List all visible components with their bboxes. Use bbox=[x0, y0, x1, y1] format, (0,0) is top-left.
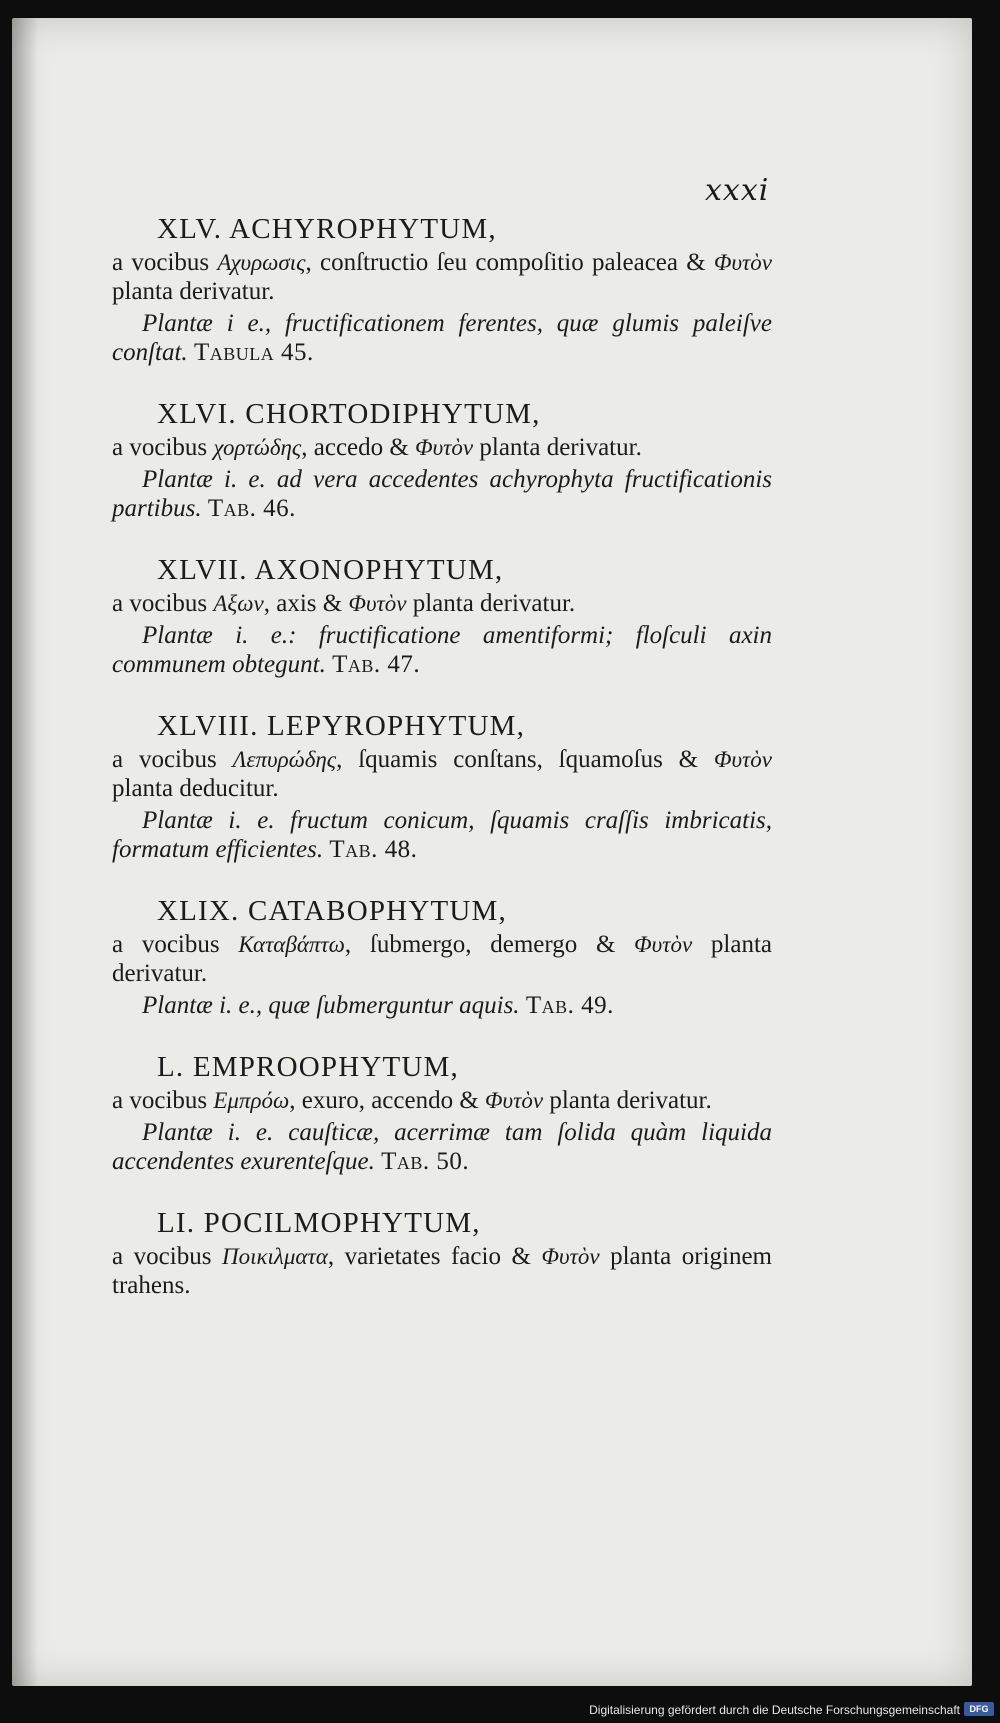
plate-reference: Tab. 46. bbox=[207, 495, 296, 522]
dfg-logo-icon: DFG bbox=[964, 1702, 994, 1716]
entry-etymology: a vocibus Αχυρωσις, conſtructio ſeu compoſitio paleacea & Φυτὸν planta derivatur. bbox=[112, 249, 772, 305]
entry-heading: XLVII. AXONOPHYTUM, bbox=[157, 554, 504, 586]
entry-description: Plantæ i. e. cauſticæ, acerrimæ tam ſolida quàm liquida accendentes exurenteſque. Tab. 50. bbox=[112, 1119, 772, 1175]
entry-description: Plantæ i. e., quæ ſubmerguntur aquis. Tab. 49. bbox=[142, 992, 614, 1019]
entry-etymology: a vocibus Εμπρόω, exuro, accendo & Φυτὸν planta derivatur. bbox=[112, 1087, 712, 1114]
greek-word: Ποικιλματα bbox=[222, 1244, 328, 1269]
entry bbox=[112, 397, 772, 523]
greek-word: Λεπυρώδης bbox=[232, 747, 337, 772]
greek-word: Φυτὸν bbox=[634, 932, 693, 957]
plate-reference: Tabula 45. bbox=[193, 339, 314, 366]
greek-word: Αχυρωσις bbox=[217, 250, 306, 275]
footer-bar bbox=[0, 1697, 1000, 1723]
page-text bbox=[112, 212, 772, 1330]
entry bbox=[112, 1206, 772, 1300]
entry-etymology: a vocibus Λεπυρώδης, ſquamis conſtans, ſquamoſus & Φυτὸν planta deducitur. bbox=[112, 746, 772, 802]
plate-reference: Tab. 48. bbox=[329, 836, 418, 863]
entry-etymology: a vocibus χορτώδης, accedo & Φυτὸν planta derivatur. bbox=[112, 434, 642, 461]
entry-heading: LI. POCILMOPHYTUM, bbox=[157, 1207, 481, 1239]
entry-heading: XLIX. CATABOPHYTUM, bbox=[157, 895, 507, 927]
entry-description: Plantæ i e., fructificationem ferentes, quæ glumis paleiſve conſtat. Tabula 45. bbox=[112, 310, 772, 366]
greek-word: Φυτὸν bbox=[485, 1088, 544, 1113]
entry-description: Plantæ i. e.: fructificatione amentiformi; floſculi axin communem obtegunt. Tab. 47. bbox=[112, 622, 772, 678]
greek-word: Φυτὸν bbox=[348, 591, 407, 616]
plate-reference: Tab. 47. bbox=[332, 651, 421, 678]
entry-etymology: a vocibus Καταβάπτω, ſubmergo, demergo & Φυτὸν planta derivatur. bbox=[112, 931, 772, 987]
entry bbox=[112, 1050, 772, 1176]
entry-heading: XLV. ACHYROPHYTUM, bbox=[157, 213, 497, 245]
entry-heading: L. EMPROOPHYTUM, bbox=[157, 1051, 459, 1083]
funding-note: Digitalisierung gefördert durch die Deutsche Forschungsgemeinschaft bbox=[589, 1703, 960, 1717]
entry-description: Plantæ i. e. ad vera accedentes achyrophyta fructificationis partibus. Tab. 46. bbox=[112, 466, 772, 522]
page-number: xxxi bbox=[705, 173, 770, 208]
greek-word: Φυτὸν bbox=[713, 747, 772, 772]
entry-heading: XLVIII. LEPYROPHYTUM, bbox=[157, 710, 526, 742]
entry bbox=[112, 553, 772, 679]
entry-heading: XLVI. CHORTODIPHYTUM, bbox=[157, 398, 541, 430]
greek-word: χορτώδης bbox=[213, 435, 302, 460]
entry-etymology: a vocibus Αξων, axis & Φυτὸν planta derivatur. bbox=[112, 590, 576, 617]
entry bbox=[112, 709, 772, 864]
entry-etymology: a vocibus Ποικιλματα, varietates facio & Φυτὸν planta originem trahens. bbox=[112, 1243, 772, 1299]
greek-word: Αξων bbox=[213, 591, 264, 616]
entry bbox=[112, 212, 772, 367]
greek-word: Εμπρόω bbox=[213, 1088, 290, 1113]
greek-word: Φυτὸν bbox=[415, 435, 474, 460]
greek-word: Φυτὸν bbox=[541, 1244, 600, 1269]
entry bbox=[112, 894, 772, 1020]
greek-word: Καταβάπτω bbox=[238, 932, 345, 957]
greek-word: Φυτὸν bbox=[713, 250, 772, 275]
plate-reference: Tab. 49. bbox=[525, 992, 614, 1019]
plate-reference: Tab. 50. bbox=[381, 1148, 470, 1175]
entry-description: Plantæ i. e. fructum conicum, ſquamis craſſis imbricatis, formatum efficientes. Tab. 48. bbox=[112, 807, 772, 863]
